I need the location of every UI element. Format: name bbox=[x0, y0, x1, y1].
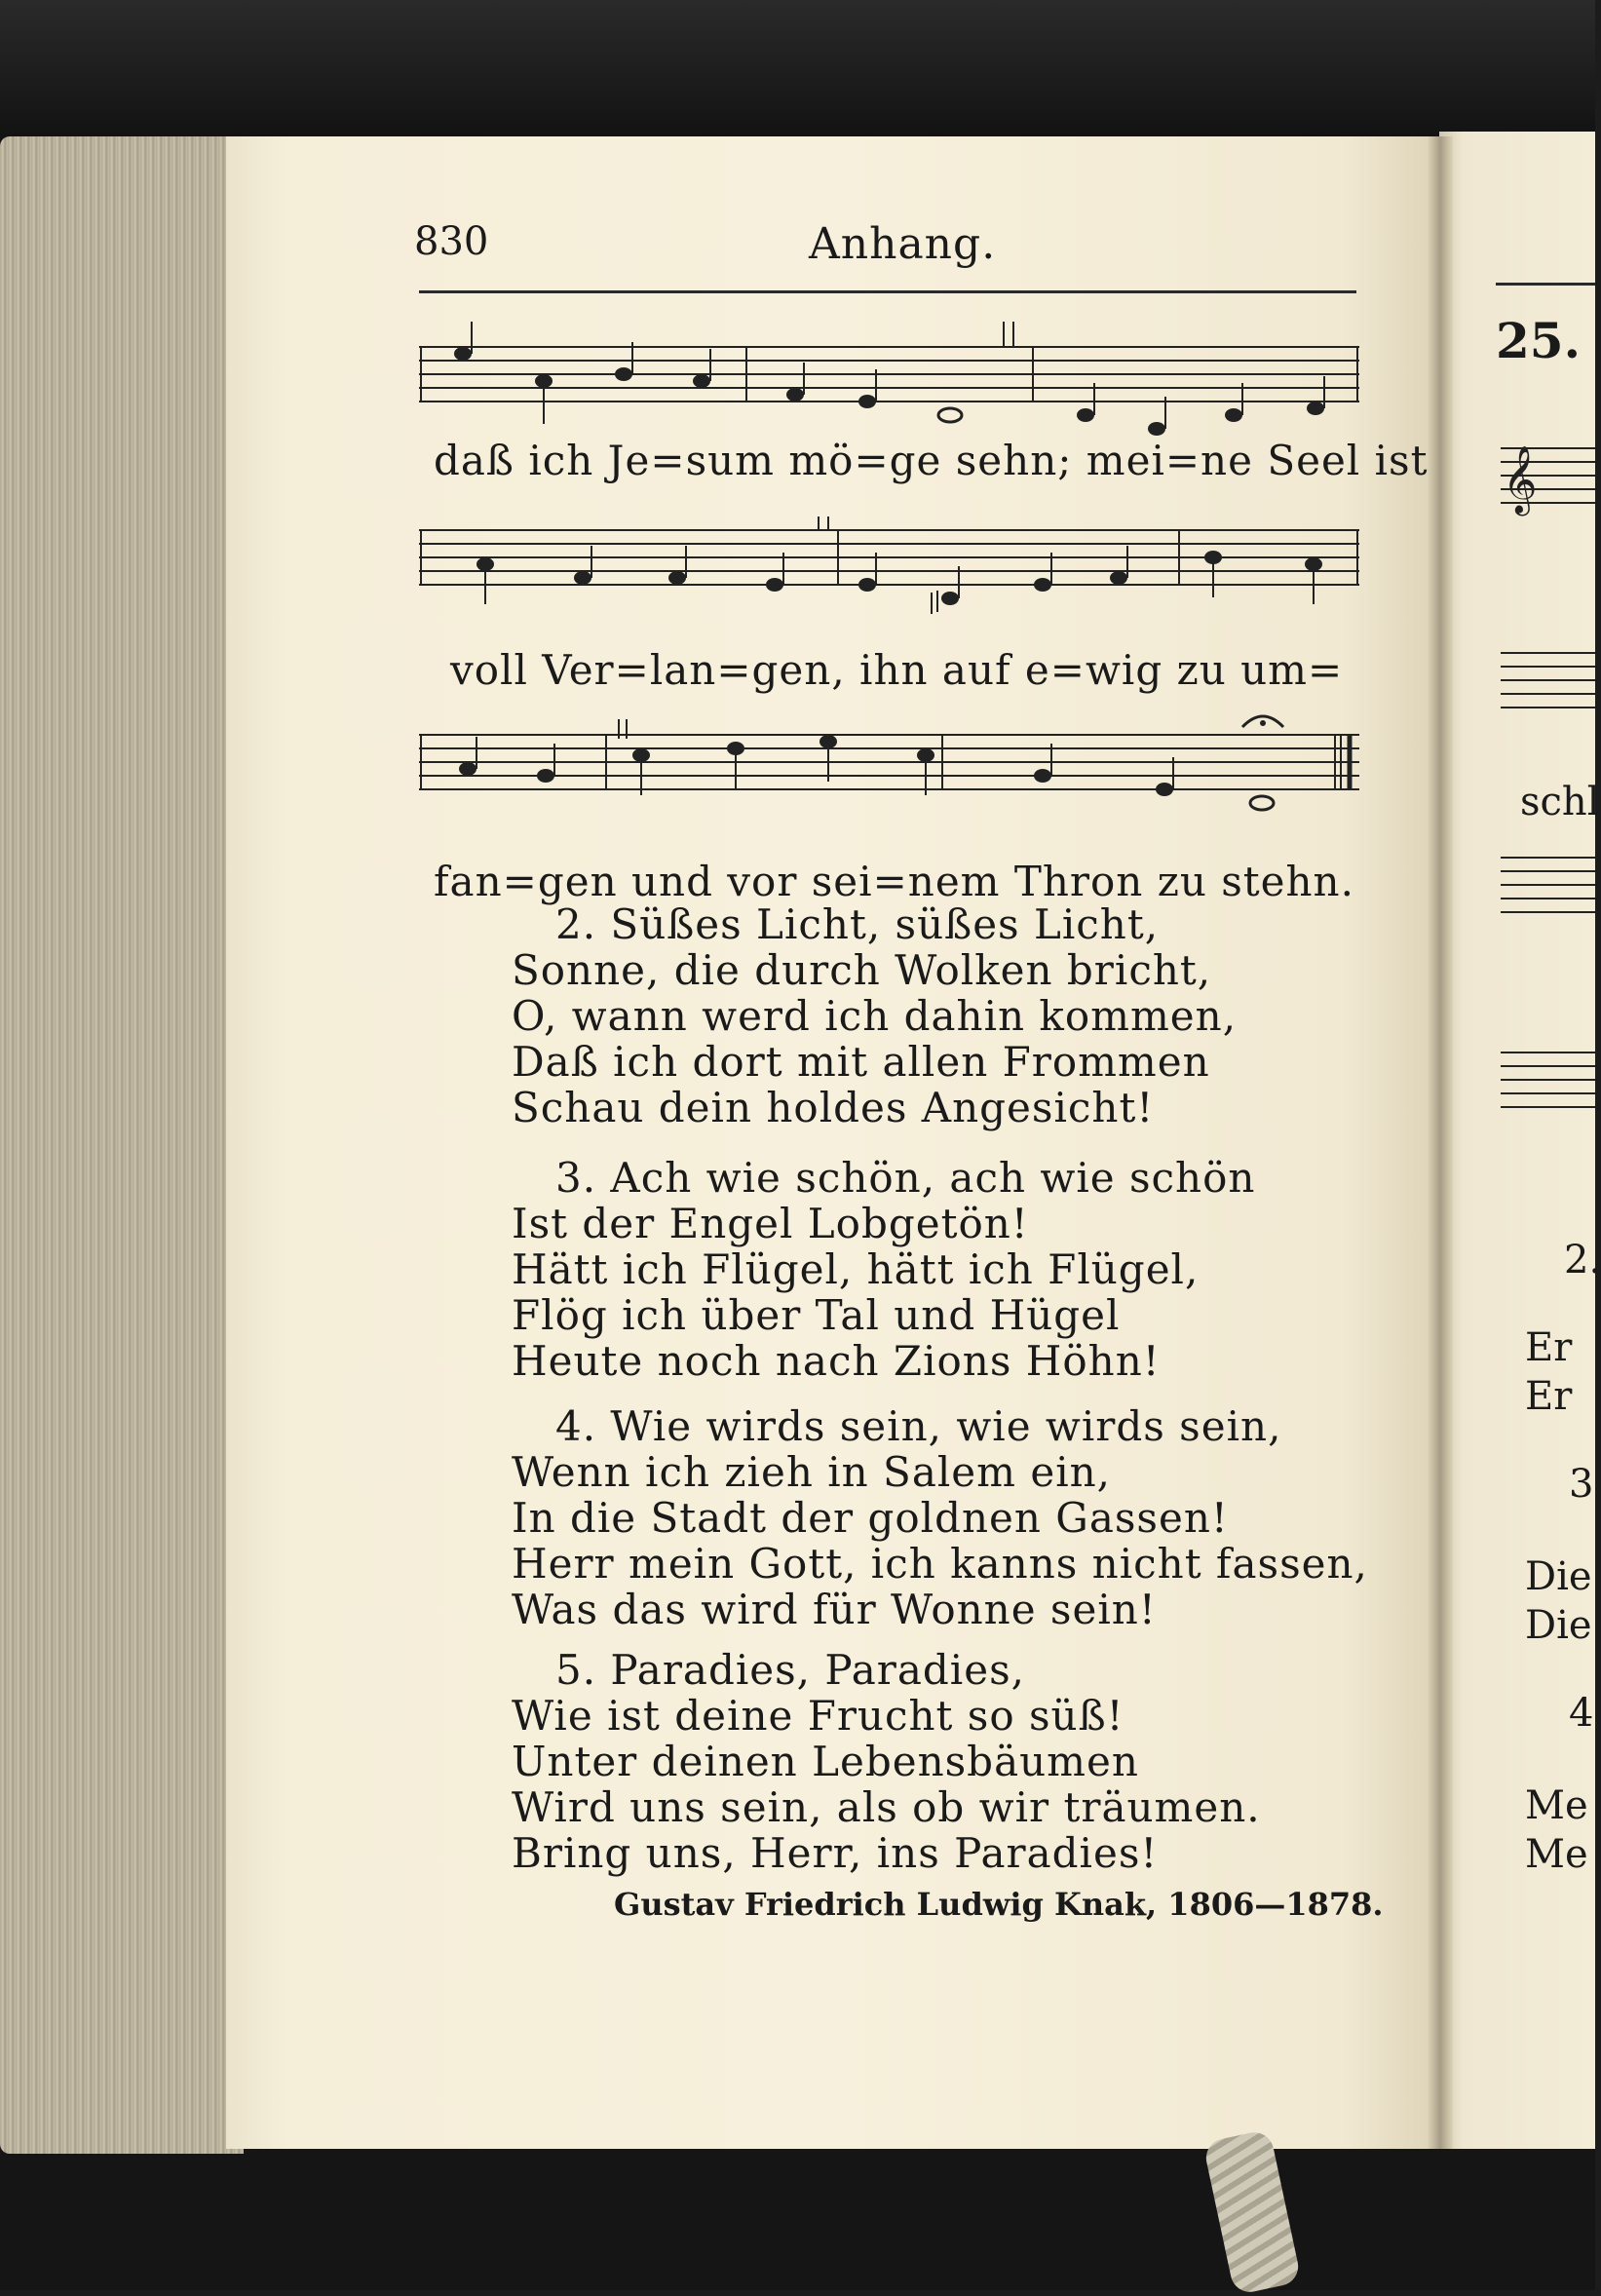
book-page-edges bbox=[0, 136, 244, 2154]
verse-line: Bring uns, Herr, ins Paradies! bbox=[512, 1829, 1159, 1877]
verse-line: Unter deinen Lebensbäumen bbox=[512, 1738, 1139, 1785]
verse-5 bbox=[512, 1647, 1261, 1876]
facing-text-fragment: 2. bbox=[1564, 1238, 1601, 1282]
verse-line: Wird uns sein, als ob wir träumen. bbox=[512, 1783, 1261, 1831]
verse-line: Ist der Engel Lobgetön! bbox=[512, 1200, 1029, 1247]
facing-text-fragment: Me bbox=[1525, 1832, 1588, 1877]
verse-line: In die Stadt der goldnen Gassen! bbox=[512, 1494, 1229, 1542]
background-bottom bbox=[0, 2144, 1595, 2290]
facing-text-fragment: 3 bbox=[1569, 1462, 1594, 1507]
verse-line: Schau dein holdes Angesicht! bbox=[512, 1084, 1155, 1131]
verse-4 bbox=[512, 1403, 1368, 1632]
verse-line: Wie ist deine Frucht so süß! bbox=[512, 1692, 1125, 1740]
verse-line: Was das wird für Wonne sein! bbox=[512, 1586, 1157, 1633]
background-top bbox=[0, 0, 1595, 146]
book-gutter bbox=[1428, 136, 1453, 2149]
header-rule bbox=[419, 290, 1356, 293]
verse-line: Flög ich über Tal und Hügel bbox=[512, 1291, 1121, 1339]
facing-text-fragment: Die bbox=[1525, 1603, 1592, 1648]
verse-3 bbox=[512, 1155, 1255, 1384]
lyric-line-2: voll Ver=lan=gen, ihn auf e=wig zu um= bbox=[450, 646, 1344, 694]
page-number: 830 bbox=[414, 219, 489, 264]
verse-line: Wenn ich zieh in Salem ein, bbox=[512, 1448, 1112, 1496]
verse-2 bbox=[512, 901, 1237, 1130]
verse-line: Sonne, die durch Wolken bricht, bbox=[512, 946, 1212, 994]
verse-line: Herr mein Gott, ich kanns nicht fassen, bbox=[512, 1540, 1368, 1588]
verse-line: Hätt ich Flügel, hätt ich Flügel, bbox=[512, 1245, 1200, 1293]
music-staff-3 bbox=[419, 709, 1359, 836]
facing-text-fragment: 4 bbox=[1569, 1691, 1594, 1736]
running-head: Anhang. bbox=[809, 219, 997, 269]
author-attribution: Gustav Friedrich Ludwig Knak, 1806—1878. bbox=[614, 1886, 1384, 1923]
verse-line: O, wann werd ich dahin kommen, bbox=[512, 992, 1238, 1040]
facing-text-fragment: schl bbox=[1520, 780, 1600, 824]
facing-text-fragment: Die bbox=[1525, 1554, 1592, 1599]
lyric-line-3: fan=gen und vor sei=nem Thron zu stehn. bbox=[434, 858, 1354, 905]
lyric-line-1: daß ich Je=sum mö=ge sehn; mei=ne Seel ist bbox=[434, 437, 1429, 484]
facing-text-fragment: Er bbox=[1525, 1325, 1573, 1370]
svg-text:𝄞: 𝄞 bbox=[1503, 445, 1538, 514]
facing-text-fragment: Er bbox=[1525, 1374, 1573, 1419]
music-staff-1 bbox=[419, 322, 1359, 439]
verse-line: 3. Ach wie schön, ach wie schön bbox=[555, 1154, 1256, 1202]
verse-line: Daß ich dort mit allen Frommen bbox=[512, 1038, 1210, 1086]
music-staff-2 bbox=[419, 517, 1359, 633]
facing-text-fragment: Me bbox=[1525, 1783, 1588, 1828]
verse-line: 2. Süßes Licht, süßes Licht, bbox=[555, 900, 1160, 948]
facing-hymn-number: 25. bbox=[1496, 312, 1581, 369]
facing-page-rule bbox=[1496, 283, 1595, 286]
verse-line: 4. Wie wirds sein, wie wirds sein, bbox=[555, 1402, 1282, 1450]
verse-line: 5. Paradies, Paradies, bbox=[555, 1646, 1025, 1694]
verse-line: Heute noch nach Zions Höhn! bbox=[512, 1337, 1161, 1385]
